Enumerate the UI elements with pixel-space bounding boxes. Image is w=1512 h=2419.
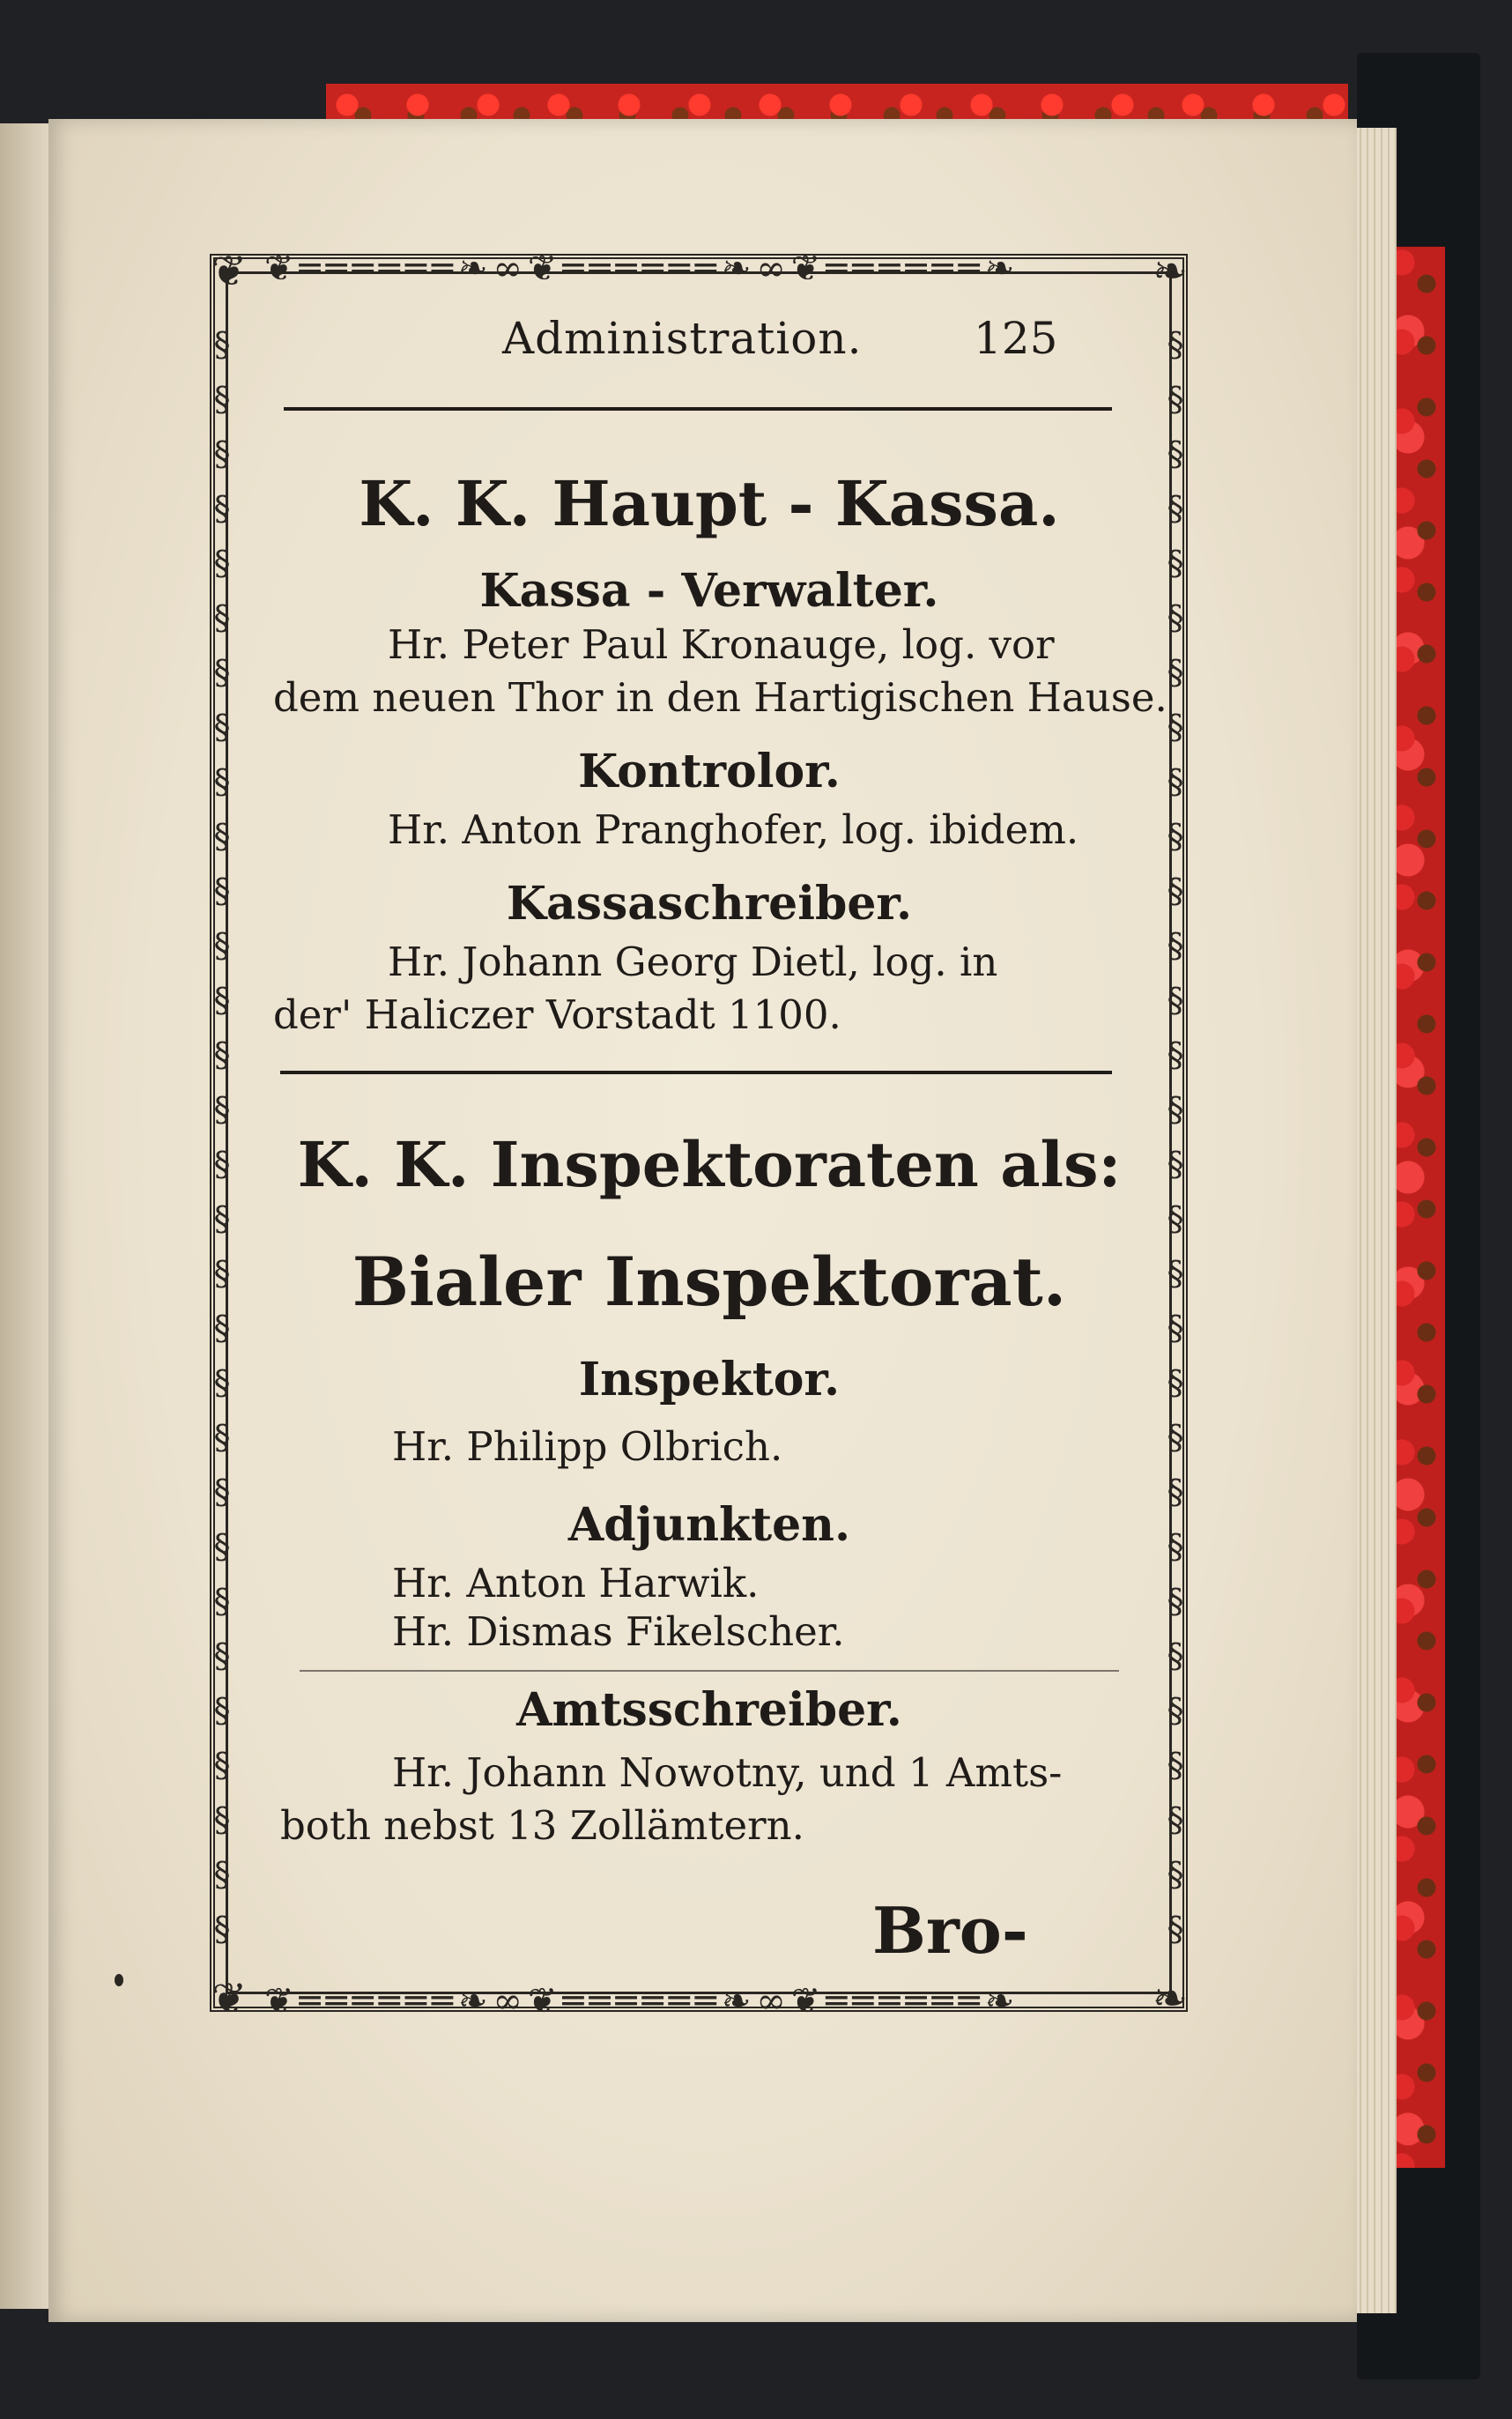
header-rule	[284, 407, 1112, 411]
section1-entry3-line1: Hr. Johann Georg Dietl, log. in	[388, 939, 998, 985]
frame-corner-bottom-right: ❧	[1152, 1974, 1189, 2023]
frame-corner-top-right: ❧	[1152, 247, 1189, 296]
frame-left-ornament: § § § § § § § § § § § § § § § § § § § § § § § § § § § § § §	[213, 325, 231, 1948]
section1-entry1-line2: dem neuen Thor in den Hartigischen Hause.	[273, 674, 1167, 721]
section2-entry3-line1: Hr. Johann Nowotny, und 1 Amts-	[392, 1749, 1063, 1796]
faint-rule	[300, 1670, 1119, 1672]
section2-entry2-line1: Hr. Anton Harwik.	[392, 1560, 760, 1606]
section2-subtitle: Bialer Inspektorat.	[352, 1243, 1067, 1321]
section2-role-inspektor: Inspektor.	[578, 1353, 841, 1406]
frame-right-ornament: § § § § § § § § § § § § § § § § § § § § § § § § § § § § § §	[1167, 325, 1184, 1948]
section1-entry3-line2: der' Haliczer Vorstadt 1100.	[273, 991, 841, 1038]
facing-page-edge	[0, 123, 55, 2309]
section2-role-amtsschreiber: Amtsschreiber.	[516, 1683, 902, 1737]
page-number: 125	[974, 313, 1058, 364]
frame-corner-top-left: ❦	[211, 247, 248, 296]
section2-entry3-line2: both nebst 13 Zollämtern.	[280, 1802, 804, 1849]
section1-role-kassaschreiber: Kassaschreiber.	[506, 877, 913, 931]
frame-corner-bottom-left: ❦	[211, 1974, 248, 2023]
section1-entry1-line1: Hr. Peter Paul Kronauge, log. vor	[388, 621, 1055, 668]
section2-entry1-line1: Hr. Philipp Olbrich.	[392, 1423, 783, 1470]
frame-top-ornament: ❦══════❧∞❦══════❧∞❦══════❧	[264, 249, 1020, 289]
section1-role-kassa-verwalter: Kassa - Verwalter.	[479, 564, 939, 618]
running-head: Administration.	[502, 313, 863, 364]
section2-title: K. K. Inspektoraten als:	[297, 1128, 1122, 1201]
section1-role-kontrolor: Kontrolor.	[578, 745, 841, 798]
ink-speck	[115, 1974, 123, 1986]
section1-entry2-line1: Hr. Anton Pranghofer, log. ibidem.	[388, 806, 1079, 853]
section1-title: K. K. Haupt - Kassa.	[359, 467, 1060, 540]
section2-role-adjunkten: Adjunkten.	[567, 1498, 851, 1552]
frame-bottom-ornament: ❦══════❧∞❦══════❧∞❦══════❧	[264, 1981, 1020, 2022]
section-divider-rule	[280, 1071, 1112, 1074]
section2-entry2-line2: Hr. Dismas Fikelscher.	[392, 1608, 845, 1655]
catchword: Bro-	[872, 1893, 1028, 1968]
